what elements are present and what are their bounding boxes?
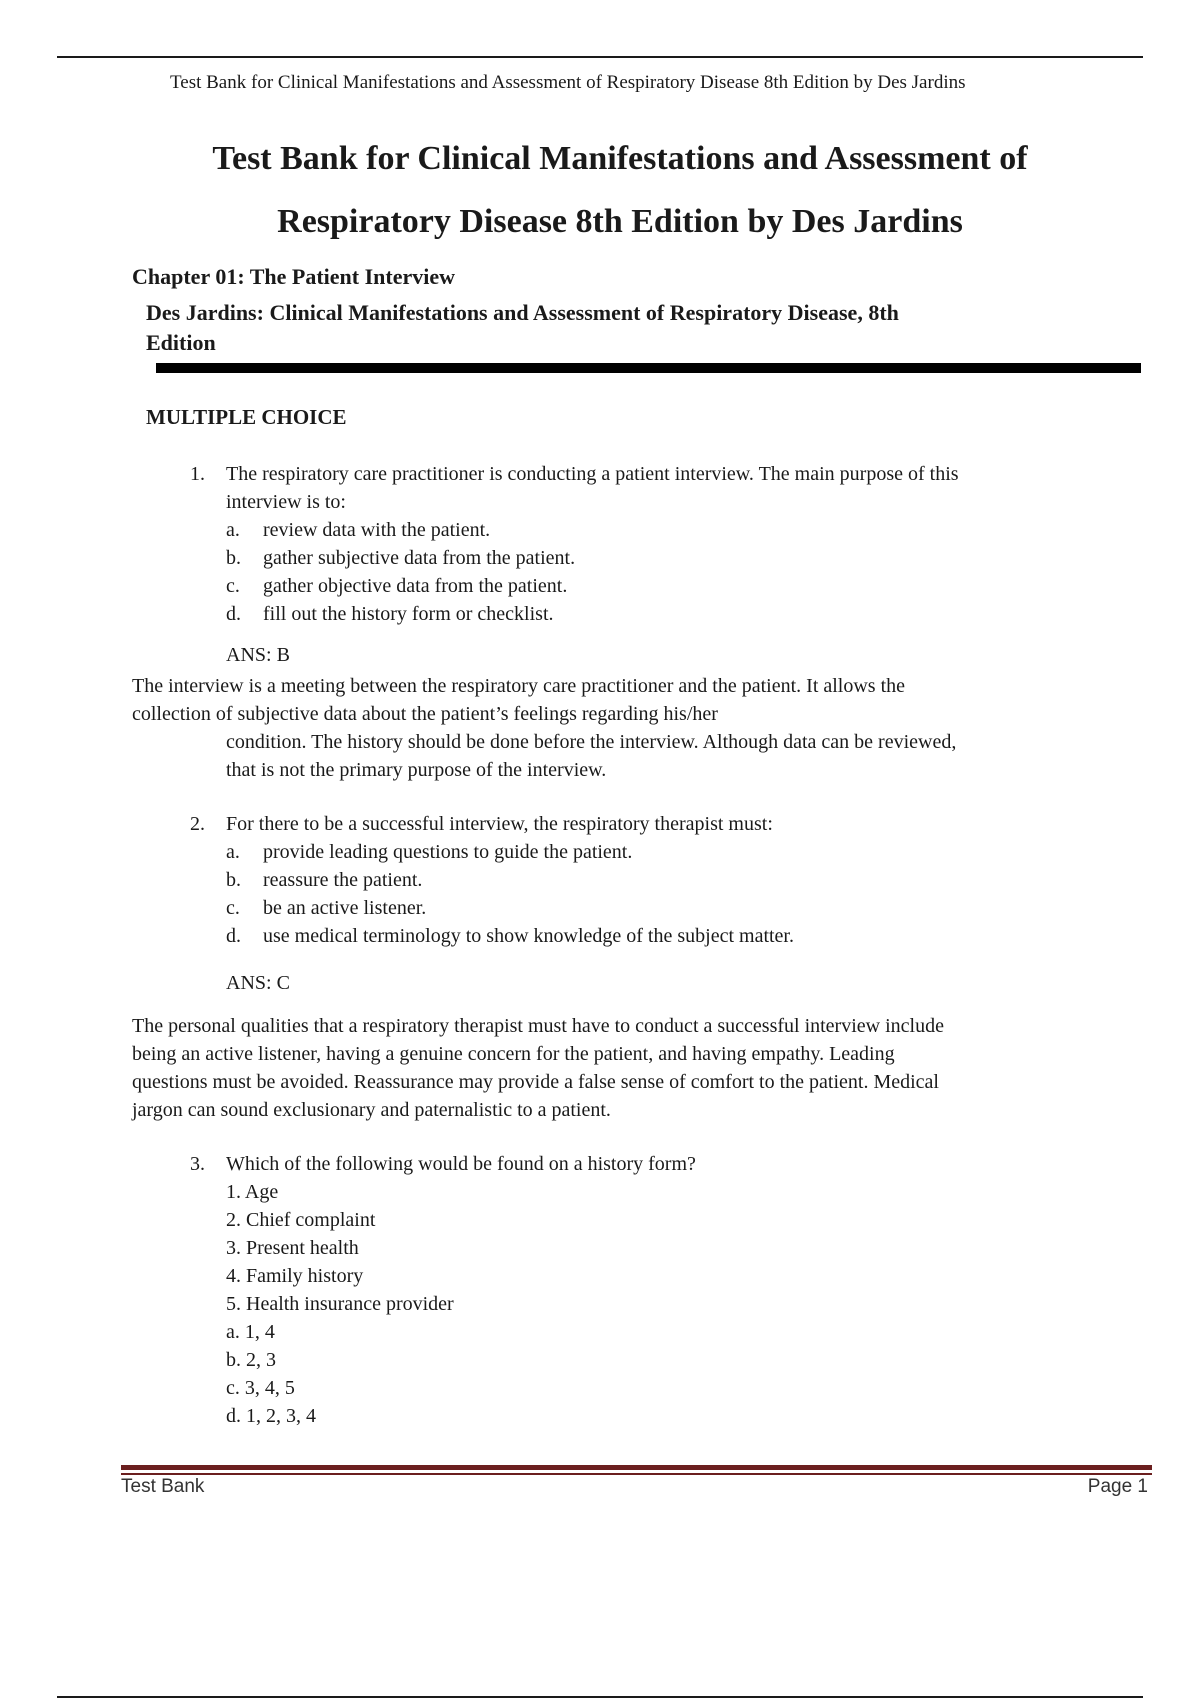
book-subtitle	[146, 298, 1086, 358]
answer-key: ANS: C	[226, 972, 290, 994]
question-number: 1.	[190, 463, 205, 485]
option-b: b. reassure the patient.	[226, 869, 423, 891]
running-header: Test Bank for Clinical Manifestations and Assessment of Respiratory Disease 8th Edition by Des Jardins	[170, 72, 966, 93]
rationale-line3: condition. The history should be done before the interview. Although data can be reviewed,	[226, 731, 957, 753]
book-subtitle-line2: Edition	[146, 330, 216, 355]
option-d: d. fill out the history form or checklist.	[226, 603, 554, 625]
chapter-heading: Chapter 01: The Patient Interview	[132, 264, 456, 289]
rationale-line2: collection of subjective data about the patient’s feelings regarding his/her	[132, 703, 718, 725]
rationale-line3: questions must be avoided. Reassurance may provide a false sense of comfort to the patient. Medical	[132, 1071, 939, 1093]
history-item-2: 2. Chief complaint	[226, 1209, 376, 1231]
option-a: a. 1, 4	[226, 1321, 275, 1343]
rationale-line2: being an active listener, having a genuine concern for the patient, and having empathy. Leading	[132, 1043, 895, 1065]
option-d: d. 1, 2, 3, 4	[226, 1405, 316, 1427]
history-item-5: 5. Health insurance provider	[226, 1293, 454, 1315]
option-c: c. 3, 4, 5	[226, 1377, 295, 1399]
question-text-line1: For there to be a successful interview, the respiratory therapist must:	[226, 813, 773, 835]
option-a: a. provide leading questions to guide the patient.	[226, 841, 633, 863]
question-text-line2: interview is to:	[226, 491, 346, 513]
option-d: d. use medical terminology to show knowledge of the subject matter.	[226, 925, 794, 947]
option-c: c. gather objective data from the patient.	[226, 575, 568, 597]
question-number: 2.	[190, 813, 205, 835]
history-item-4: 4. Family history	[226, 1265, 364, 1287]
option-c: c. be an active listener.	[226, 897, 427, 919]
option-a: a. review data with the patient.	[226, 519, 491, 541]
section-heading: MULTIPLE CHOICE	[146, 405, 347, 429]
footer-rule-thin	[121, 1473, 1152, 1475]
document-title-line2: Respiratory Disease 8th Edition by Des Jardins	[277, 203, 963, 240]
bottom-rule	[57, 1696, 1143, 1698]
top-rule	[57, 56, 1143, 58]
question-number: 3.	[190, 1153, 205, 1175]
question-text-line1: Which of the following would be found on a history form?	[226, 1153, 696, 1175]
rationale-line1: The personal qualities that a respiratory therapist must have to conduct a successful interview include	[132, 1015, 944, 1037]
rationale-line4: jargon can sound exclusionary and paternalistic to a patient.	[132, 1099, 611, 1121]
document-title-line1: Test Bank for Clinical Manifestations and Assessment of	[212, 140, 1028, 177]
history-item-3: 3. Present health	[226, 1237, 359, 1259]
answer-key: ANS: B	[226, 644, 290, 666]
option-b: b. 2, 3	[226, 1349, 276, 1371]
history-item-1: 1. Age	[226, 1181, 279, 1203]
option-b: b. gather subjective data from the patient.	[226, 547, 576, 569]
rationale-line1: The interview is a meeting between the respiratory care practitioner and the patient. It allows the	[132, 675, 906, 697]
footer-label: Test Bank	[121, 1476, 205, 1497]
footer-rule-thick	[121, 1465, 1152, 1470]
heading-divider	[156, 363, 1141, 373]
page-number: Page 1	[1087, 1476, 1148, 1497]
question-text-line1: The respiratory care practitioner is conducting a patient interview. The main purpose of this	[226, 463, 959, 485]
rationale-line4: that is not the primary purpose of the interview.	[226, 759, 607, 781]
book-subtitle-line1: Des Jardins: Clinical Manifestations and Assessment of Respiratory Disease, 8th	[146, 300, 899, 325]
